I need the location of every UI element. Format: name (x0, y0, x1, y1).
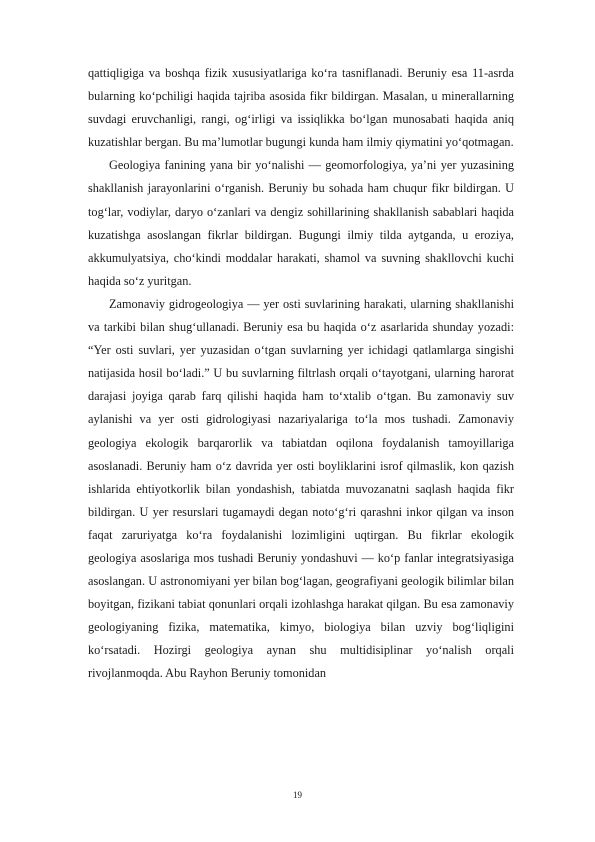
paragraph-geomorphology: Geologiya fanining yana bir yo‘nalishi — geomorfologiya, ya’ni yer yuzasining shakllanish jarayonlarini o‘rganish. Beruniy bu sohada ham chuqur fikr bildirgan. U tog‘lar, vodiylar, daryo o‘zanlari va dengiz sohillarining shakllanish sabablari haqida kuzatishga asoslangan fikrlar bildirgan. Bugungi ilmiy tilda aytganda, u eroziya, akkumulyatsiya, cho‘kindi moddalar harakati, shamol va suvning shakllovchi kuchi haqida so‘z yuritgan. (88, 158, 514, 288)
paragraph-continuation: qattiqligiga va boshqa fizik xususiyatlariga ko‘ra tasniflanadi. Beruniy esa 11-asrda bularning ko‘pchiligi haqida tajriba asosida fikr bildirgan. Masalan, u minerallarning suvdagi eruvchanligi, rangi, og‘irligi va issiqlikka bo‘lgan munosabati haqida aniq kuzatishlar bergan. Bu ma’lumotlar bugungi kunda ham ilmiy qiymatini yo‘qotmagan. (88, 66, 514, 150)
page-number: 19 (293, 790, 302, 800)
paragraph-hydrogeology: Zamonaviy gidrogeologiya — yer osti suvlarining harakati, ularning shakllanishi va tarkibi bilan shug‘ullanadi. Beruniy esa bu haqida o‘z asarlarida shunday yozadi: “Yer osti suvlari, yer yuzasidan o‘tgan suvlarning yer ichidagi qatlamlarga singishi natijasida hosil bo‘ladi.” U bu suvlarning filtrlash orqali o‘tayotgani, ularning harorat darajasi joyiga qarab farq qilishi haqida ham to‘xtalib o‘tgan. Bu zamonaviy suv aylanishi va yer osti gidrologiyasi nazariyalariga to‘la mos tushadi. Zamonaviy geologiya ekologik barqarorlik va tabiatdan oqilona foydalanish tamoyillariga asoslanadi. Beruniy ham o‘z davrida yer osti boyliklarini isrof qilmaslik, kon qazish ishlarida ehtiyotkorlik bilan yondashish, tabiatda muvozanatni saqlash haqida fikr bildirgan. U yer resurslari tugamaydi degan noto‘g‘ri qarashni inkor qilgan va inson faqat zaruriyatga ko‘ra foydalanishi lozimligini uqtirgan. Bu fikrlar ekologik geologiya asoslariga mos tushadi Beruniy yondashuvi — ko‘p fanlar integratsiyasiga asoslangan. U astronomiyani yer bilan bog‘lagan, geografiyani geologik bilimlar bilan boyitgan, fizikani tabiat qonunlari orqali izohlashga harakat qilgan. Bu esa zamonaviy geologiyaning fizika, matematika, kimyo, biologiya bilan uzviy bog‘liqligini ko‘rsatadi. Hozirgi geologiya aynan shu multidisiplinar yo‘nalish orqali rivojlanmoqda. Abu Rayhon Beruniy tomonidan (88, 296, 514, 681)
document-body (88, 62, 514, 686)
